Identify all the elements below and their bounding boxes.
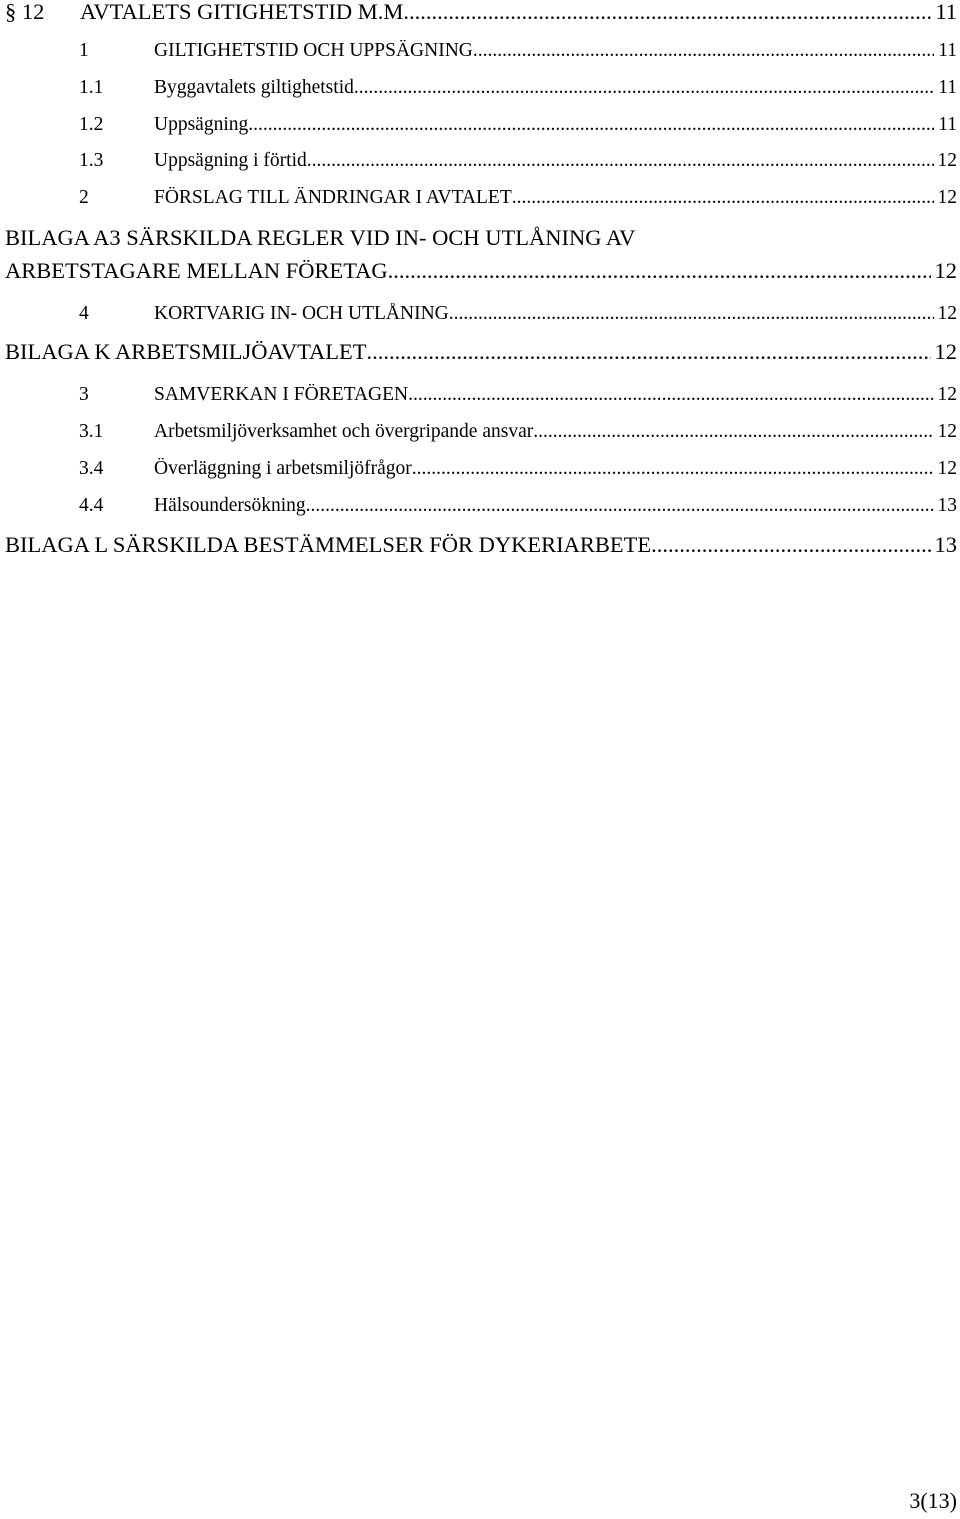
toc-dot-leader xyxy=(307,150,934,172)
toc-entry-title: Överläggning i arbetsmiljöfrågor xyxy=(154,458,412,479)
toc-entry-page: 12 xyxy=(934,258,957,283)
toc-entry-title: ARBETSTAGARE MELLAN FÖRETAG xyxy=(5,258,388,283)
toc-entry-title: BILAGA K ARBETSMILJÖAVTALET xyxy=(5,339,367,364)
toc-entry-3[interactable] xyxy=(0,384,960,406)
toc-entry-title: BILAGA L SÄRSKILDA BESTÄMMELSER FÖR DYKERIARBETE xyxy=(5,532,652,557)
toc-entry-page: 12 xyxy=(937,303,957,324)
toc-entry-title: Arbetsmiljöverksamhet och övergripande ansvar xyxy=(154,421,534,442)
toc-entry-number: 3.1 xyxy=(79,421,104,442)
toc-entry-number: 1.2 xyxy=(79,114,104,135)
toc-entry-page: 12 xyxy=(937,150,957,171)
toc-entry-page: 12 xyxy=(937,384,957,405)
toc-dot-leader xyxy=(473,40,934,62)
toc-entry-page: 11 xyxy=(938,77,957,98)
toc-dot-leader xyxy=(412,458,934,480)
page-number: 3(13) xyxy=(909,1488,957,1513)
toc-entry-page: 13 xyxy=(934,532,957,557)
toc-dot-leader xyxy=(388,258,931,284)
toc-entry-1-1[interactable] xyxy=(0,77,960,99)
toc-dot-leader xyxy=(409,0,931,25)
toc-entry-title: Hälsoundersökning xyxy=(154,495,306,516)
toc-entry-page: 13 xyxy=(937,495,957,516)
toc-dot-leader xyxy=(248,114,934,136)
toc-entry-number: § 12 xyxy=(5,0,45,24)
toc-entry-title: GILTIGHETSTID OCH UPPSÄGNING xyxy=(154,40,473,61)
toc-entry-2[interactable] xyxy=(0,187,960,209)
toc-dot-leader xyxy=(354,77,934,99)
toc-entry-number: 4.4 xyxy=(79,495,104,516)
toc-entry-bilaga-a3-line1[interactable]: BILAGA A3 SÄRSKILDA REGLER VID IN- OCH UTLÅNING AV xyxy=(5,225,636,250)
toc-entry-page: 12 xyxy=(937,187,957,208)
toc-entry-title: FÖRSLAG TILL ÄNDRINGAR I AVTALET xyxy=(154,187,512,208)
toc-entry-1[interactable] xyxy=(0,40,960,62)
toc-dot-leader xyxy=(408,384,933,406)
toc-entry-bilaga-a3[interactable] xyxy=(0,258,960,284)
toc-entry-3-1[interactable] xyxy=(0,421,960,443)
toc-entry-page: 12 xyxy=(934,339,957,364)
toc-entry-bilaga-l[interactable] xyxy=(0,532,960,558)
toc-dot-leader xyxy=(367,339,931,365)
toc-entry-title: AVTALETS GITIGHETSTID M.M. xyxy=(80,0,410,24)
toc-entry-title: Byggavtalets giltighetstid xyxy=(154,77,354,98)
toc-dot-leader xyxy=(512,187,934,209)
toc-entry-number: 1.3 xyxy=(79,150,104,171)
toc-entry-page: 11 xyxy=(938,114,957,135)
toc-entry-1-2[interactable] xyxy=(0,114,960,136)
toc-entry-title: KORTVARIG IN- OCH UTLÅNING xyxy=(154,303,449,324)
toc-entry-number: 2 xyxy=(79,187,89,208)
toc-dot-leader xyxy=(449,303,934,325)
toc-entry-title: Uppsägning xyxy=(154,114,249,135)
toc-entry-page: 12 xyxy=(937,458,957,479)
toc-entry-number: 3 xyxy=(79,384,89,405)
toc-entry-page: 12 xyxy=(937,421,957,442)
toc-entry-number: 4 xyxy=(79,303,89,324)
toc-entry-number: 3.4 xyxy=(79,458,104,479)
toc-entry-4[interactable] xyxy=(0,303,960,325)
toc-dot-leader xyxy=(533,421,933,443)
toc-entry-page: 11 xyxy=(935,0,957,24)
toc-entry-page: 11 xyxy=(938,40,957,61)
toc-entry-title: SAMVERKAN I FÖRETAGEN xyxy=(154,384,409,405)
toc-entry-3-4[interactable] xyxy=(0,458,960,480)
toc-entry-section-12[interactable] xyxy=(0,0,960,25)
toc-dot-leader xyxy=(306,495,934,517)
toc-entry-number: 1 xyxy=(79,40,89,61)
toc-entry-title: Uppsägning i förtid xyxy=(154,150,307,171)
toc-entry-1-3[interactable] xyxy=(0,150,960,172)
toc-entry-number: 1.1 xyxy=(79,77,104,98)
toc-entry-bilaga-k[interactable] xyxy=(0,339,960,365)
toc-dot-leader xyxy=(651,532,930,558)
toc-entry-4-4[interactable] xyxy=(0,495,960,517)
